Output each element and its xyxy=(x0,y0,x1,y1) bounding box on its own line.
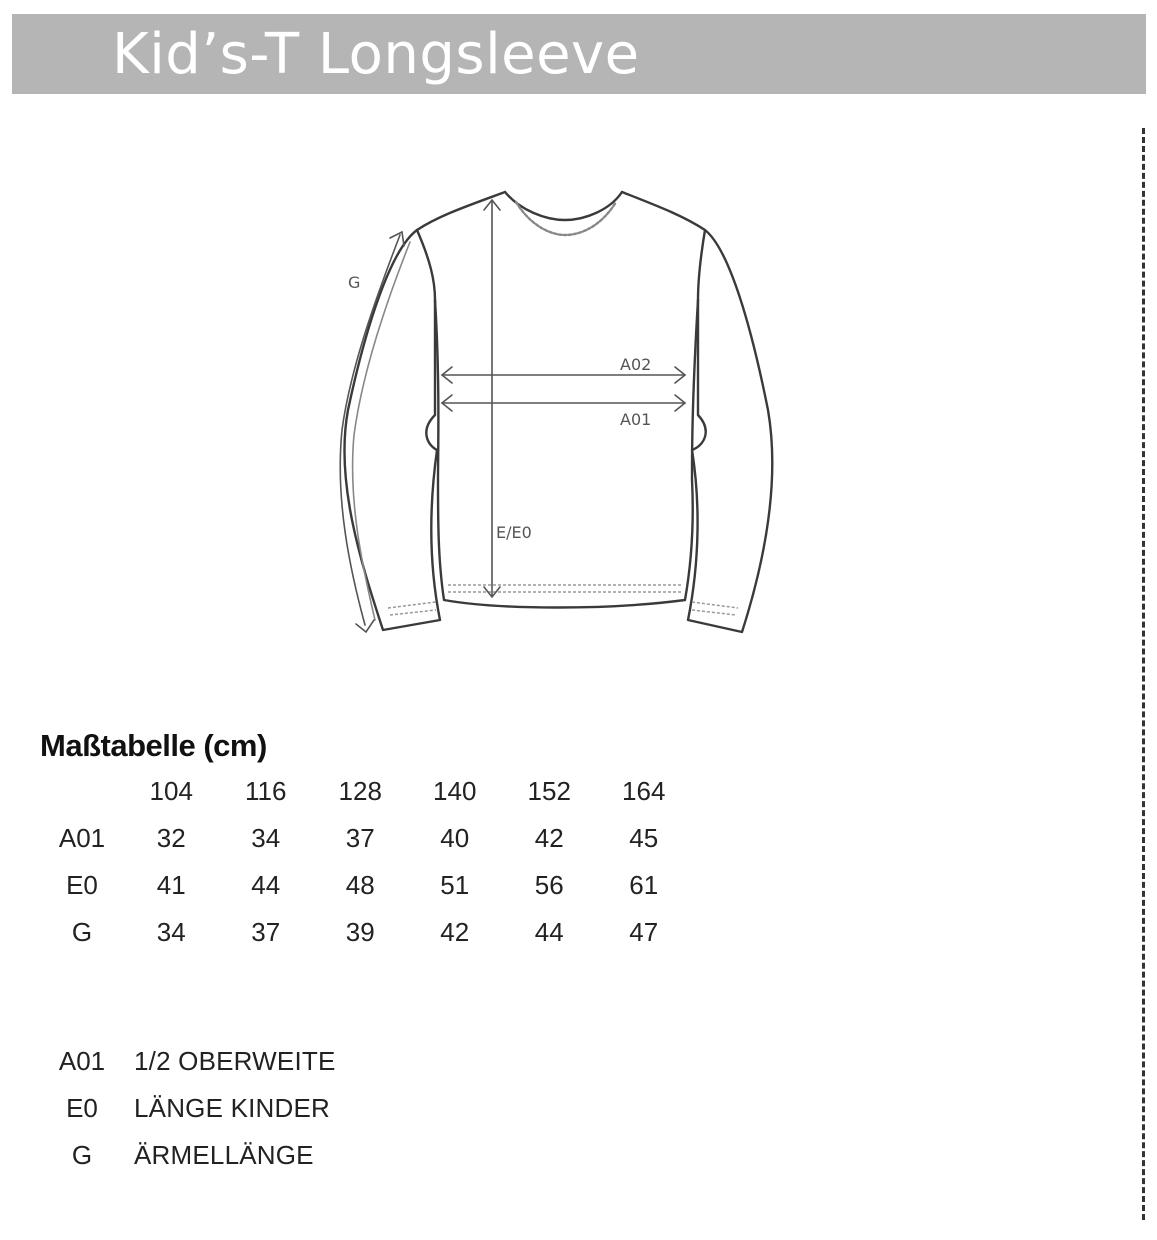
table-cell: 40 xyxy=(440,823,470,853)
table-cell: 34 xyxy=(156,917,186,947)
table-cell: 42 xyxy=(534,823,564,853)
table-cell: 42 xyxy=(440,917,470,947)
size-header-row xyxy=(40,768,691,815)
title-bar xyxy=(12,14,1146,94)
table-row xyxy=(40,909,691,956)
row-code: E0 xyxy=(66,870,98,900)
legend-code: E0 xyxy=(66,1093,98,1123)
size-header: 128 xyxy=(338,776,382,806)
table-cell: 56 xyxy=(534,870,564,900)
size-table-title: Maßtabelle (cm) xyxy=(40,728,267,763)
legend-code: A01 xyxy=(58,1046,106,1076)
length-label: E/E0 xyxy=(496,523,532,542)
chest-upper-label: A02 xyxy=(620,355,652,374)
chest-label: A01 xyxy=(620,410,652,429)
table-row xyxy=(40,815,691,862)
table-row xyxy=(40,862,691,909)
measurement-legend xyxy=(40,1038,336,1179)
size-table xyxy=(40,768,691,956)
legend-description: ÄRMELLÄNGE xyxy=(134,1140,314,1170)
table-cell: 48 xyxy=(345,870,375,900)
table-cell: 34 xyxy=(251,823,281,853)
page-title: Kid’s-T Longsleeve xyxy=(112,22,640,87)
table-cell: 37 xyxy=(251,917,281,947)
table-cell: 41 xyxy=(156,870,186,900)
legend-item xyxy=(40,1085,336,1132)
longsleeve-tshirt-icon xyxy=(320,180,780,640)
legend-description: 1/2 OBERWEITE xyxy=(134,1046,336,1076)
table-cell: 45 xyxy=(629,823,659,853)
longsleeve-diagram xyxy=(320,180,780,640)
table-cell: 37 xyxy=(345,823,375,853)
size-header: 164 xyxy=(622,776,666,806)
table-cell: 47 xyxy=(629,917,659,947)
table-cell: 44 xyxy=(534,917,564,947)
corner-cell xyxy=(40,768,124,815)
sleeve-label: G xyxy=(348,273,361,292)
table-cell: 44 xyxy=(251,870,281,900)
table-cell: 32 xyxy=(156,823,186,853)
table-cell: 61 xyxy=(629,870,659,900)
size-header: 116 xyxy=(245,776,287,806)
legend-item xyxy=(40,1038,336,1085)
row-code: G xyxy=(71,917,93,947)
legend-code: G xyxy=(71,1140,93,1170)
table-cell: 51 xyxy=(440,870,470,900)
dashed-cut-line xyxy=(1142,128,1145,1220)
size-header: 152 xyxy=(527,776,571,806)
size-header: 104 xyxy=(149,776,193,806)
size-header: 140 xyxy=(433,776,477,806)
legend-description: LÄNGE KINDER xyxy=(134,1093,331,1123)
legend-item xyxy=(40,1132,336,1179)
table-cell: 39 xyxy=(345,917,375,947)
row-code: A01 xyxy=(58,823,106,853)
